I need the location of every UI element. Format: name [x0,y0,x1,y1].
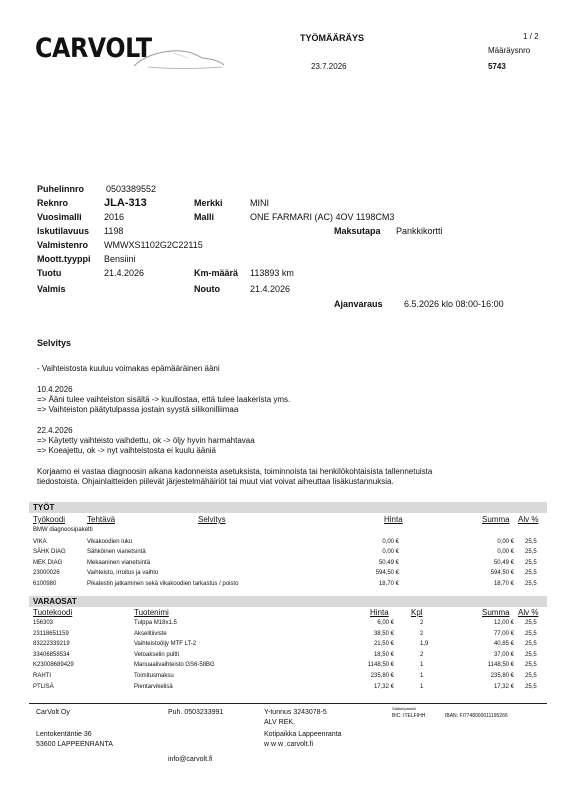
reg-label: Reknro [37,198,69,208]
work-heading: TYÖT [33,503,55,512]
work-code: 6100980 [33,580,57,587]
work-header-code: Työkoodi [33,515,66,524]
parts-header-name: Tuotenimi [134,608,169,617]
parts-heading: VARAOSAT [33,597,77,606]
report-line [37,415,432,425]
report-line: - Vaihteistosta kuuluu voimakas epämääräinen ääni [37,364,220,373]
report-line [37,374,432,384]
work-header-sum: Summa [482,515,510,524]
km-label: Km-määrä [194,268,239,278]
parts-header-vat: Alv % [518,608,539,617]
work-code: VIKA [33,539,47,545]
parts-header-sum: Summa [482,608,510,617]
model-value: ONE FARMARI (AC) 4OV 1198CM3 [250,212,395,222]
work-code: 23000026 [33,570,60,577]
report-line: 10.4.2026 [37,384,73,394]
footer-city: 53600 LAPPEENRANTA [36,741,113,748]
work-vat: 25,5 [525,570,537,577]
report-line: => Käytetty vaihteisto vaihdettu, ok -> öljy hyvin harmahtavaa [37,436,255,446]
work-vat: 25,5 [525,549,537,556]
part-qty: 1 [420,683,424,690]
work-price: 0,00 € [382,539,399,545]
pickup-value: 21.4.2026 [250,284,291,294]
phone-label: Puhelinnro [37,184,84,194]
part-code: PTLISÄ [33,683,54,690]
work-price: 594,50 € [375,570,399,577]
part-vat: 25,5 [525,662,537,669]
displacement-label: Iskutilavuus [37,226,90,236]
part-code: 23118651159 [33,630,69,637]
engine-label: Moott.tyyppi [37,254,91,264]
part-qty: 1 [420,662,424,669]
part-code: 33406858534 [33,651,70,658]
work-price: 18,70 € [378,580,399,587]
booking-value: 6.5.2026 klo 08:00-16:00 [404,299,504,309]
work-task: Vaihteisto, irroitus ja vaihto [87,570,159,577]
part-vat: 25,5 [525,673,537,679]
footer-phone: Puh. 0503233991 [168,709,224,716]
part-code: 156303 [33,620,54,626]
part-qty: 2 [420,620,424,626]
part-sum: 1148,50 € [487,662,514,669]
payment-label: Maksutapa [334,226,381,236]
work-sum: 18,70 € [493,580,514,587]
part-name: Toimitusmaksu [134,673,174,679]
part-sum: 235,80 € [490,673,514,679]
part-qty: 1 [420,673,424,679]
part-price: 38,50 € [373,630,394,637]
report-line: 22.4.2026 [37,425,73,435]
car-silhouette-icon [128,40,228,74]
part-code: 83222339219 [33,641,70,648]
part-name: Akselitiiviste [134,630,167,637]
work-vat: 25,5 [525,539,537,545]
footer-ytunnus: Y-tunnus 3243078-5 [264,709,327,716]
footer-bank: Säästöpankki [392,706,417,711]
payment-value: Pankkikortti [396,226,443,236]
part-sum: 40,85 € [493,641,514,648]
part-sum: 37,00 € [493,651,514,658]
footer-street: Lentokentäntie 36 [36,731,92,738]
parts-header-price: Hinta [370,608,389,617]
work-header-price: Hinta [384,515,403,524]
part-sum: 12,00 € [493,620,514,626]
part-qty: 2 [420,651,424,658]
footer-iban: IBAN: FI7748000011195266 [445,713,508,719]
part-vat: 25,5 [525,683,537,690]
reg-value: JLA-313 [104,197,147,209]
footer-company: CarVolt Oy [36,709,70,716]
parts-header-qty: Kpl [411,608,423,617]
arrived-label: Tuotu [37,268,62,278]
part-vat: 25,5 [525,651,537,658]
work-sum: 50,49 € [493,559,514,566]
displacement-value: 1198 [104,226,124,236]
part-price: 18,50 € [373,651,394,658]
parts-header-code: Tuotekoodi [33,608,73,617]
footer-www: w w w .carvolt.fi [264,741,314,748]
work-task: Mekaaninen vianetsintä [87,559,151,566]
make-value: MINI [250,198,269,208]
phone-value: 0503389552 [106,184,157,194]
footer-home: Kotipaikka Lappeenranta [264,731,342,738]
make-label: Merkki [194,198,223,208]
report-line: => Ääni tulee vaihteiston sisältä -> kuullostaa, että tulee laakerista yms. [37,394,291,404]
part-price: 6,00 € [377,620,394,626]
work-code: MEK DIAG [33,559,63,566]
footer-email: info@carvolt.fi [168,756,213,763]
report-line: Korjaamo ei vastaa diagnoosin aikana kadonneista asetuksista, toiminnoista tai henkilökohtaisista tallennetuista [37,466,433,476]
pickup-label: Nouto [194,284,220,294]
work-header-vat: Alv % [518,515,539,524]
booking-label: Ajanvaraus [334,299,383,309]
footer-alv: ALV REK. [264,719,295,726]
report-line [37,457,432,467]
work-header-task: Tehtävä [87,515,116,524]
model-label: Malli [194,212,215,222]
work-sum: 0,00 € [497,549,514,556]
part-vat: 25,5 [525,641,537,648]
part-sum: 17,32 € [493,683,514,690]
work-price: 0,00 € [382,549,399,556]
part-sum: 77,00 € [493,630,514,637]
part-name: Vaihteistoöljy MTF LT-2 [134,641,197,648]
vin-label: Valmistenro [37,240,89,250]
work-price: 50,49 € [378,559,399,566]
report-line: => Vaihteiston päätytulpassa jostain syystä silikonilliimaa [37,405,239,415]
work-vat: 25,5 [525,580,537,587]
work-sum: 594,50 € [490,570,514,577]
report-text [37,364,432,488]
work-header-report: Selvitys [198,515,226,524]
arrived-value: 21.4.2026 [104,268,145,278]
engine-value: Bensiini [104,254,136,264]
part-qty: 2 [420,630,424,637]
work-task: Pikatestin jatkaminen sekä vikakoodien tarkastus / poisto [87,580,239,587]
part-vat: 25,5 [525,620,537,626]
part-code: RAHTI [33,673,51,679]
document-date: 23.7.2026 [311,62,347,71]
part-price: 235,80 € [370,673,394,679]
work-vat: 25,5 [525,559,537,566]
part-code: K23008689429 [33,662,74,669]
work-group: BMW diagnoosipaketti [33,527,93,533]
part-price: 21,50 € [373,641,394,648]
vin-value: WMWXS1102G2C22115 [104,240,203,250]
report-heading: Selvitys [37,338,72,348]
work-sum: 0,00 € [497,539,514,545]
footer-bic: BIC: ITELFIHH [392,713,426,719]
year-label: Vuosimalli [37,212,82,222]
part-qty: 1,9 [420,641,429,648]
page-number: 1 / 2 [523,32,539,41]
part-vat: 25,5 [525,630,537,637]
year-value: 2016 [104,212,125,222]
part-price: 1148,50 € [367,662,394,669]
km-value: 113893 km [250,268,294,278]
report-line: => Koeajettu, ok -> nyt vaihteistosta ei kuulu ääniä [37,446,217,456]
work-task: Vikakoodien luku [87,539,133,545]
document-title: TYÖMÄÄRÄYS [300,33,365,43]
work-code: SÄHK DIAG [33,549,66,556]
part-name: Tulppa M18x1.5 [134,620,177,626]
company-logo: CARVOLT [35,33,152,64]
ready-label: Valmis [37,284,66,294]
part-price: 17,32 € [373,683,394,690]
part-name: Pientarvikelisä [134,683,173,690]
part-name: Vetoakselin pultti [134,651,180,658]
report-line: tiedostoista. Ohjainlaitteiden piilevät järjestelmähäiriöt tai muut viat voivat aiheuttaa lisäkustannuksia. [37,477,394,487]
part-name: Manuaalivaihteisto GS6-58BG [134,662,215,669]
order-number: 5743 [488,62,506,71]
work-task: Sähköinen vianetsintä [87,549,146,556]
order-number-label: Määräysnro [488,46,531,55]
